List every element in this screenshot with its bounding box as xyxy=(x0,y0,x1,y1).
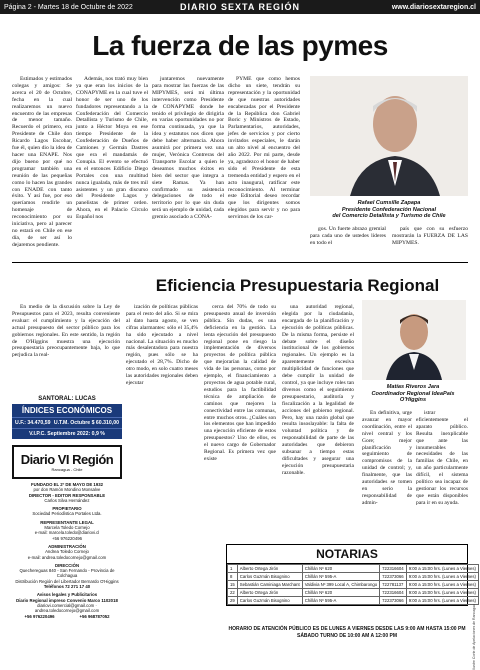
indices-row xyxy=(12,428,122,439)
article1-photo xyxy=(310,76,468,196)
section-divider xyxy=(12,262,468,263)
article2-col2: ización de políticas públicas para el resto del año. Si se mira al dato hasta agosto, se ven cifras alarmantes: sólo el 35,4% ha sido ejecutado a nivel nacional. La situación es mucho más desalentadora para nuestra región, pues sólo se ha ejecutado el 28,7%. Dicho de otro modo, en solo cuatro meses las autoridades regionales deben ejecutar xyxy=(126,304,198,386)
owner-name: Sociedad Periodística Portales Ltda. xyxy=(32,511,102,517)
table-cell: Chillán Nº 620 xyxy=(302,565,379,573)
article1-col1: Estimados y estimados colegas y amigos: Se acerca el 20 de Octubre, fecha en la cual realizaremos un nuevo encuentro de las empresas de menor tamaño. Recuerdo el primero, era Presidente de Chile don Ricardo Lagos Escobar, fue él, quien dio la idea de hacer una ENAPE. Nos dijo bueno por qué no programar también una reunión de las pequeñas como lo hacen las grandes con ENADE con tanto éxito. Y así fue, por eso queríamos rendirle un homenaje de reconocimiento por su iniciativa, pero al parecer no estará en Chile en ese día, de ser así lo dejaremos pendiente. xyxy=(12,76,72,248)
table-cell: Chillán Nº 595-A xyxy=(302,573,379,581)
legal-name: Marcela Toledo Cornejo xyxy=(44,525,90,531)
article1-caption xyxy=(310,200,468,220)
legal-label: REPRESENTANTE LEGAL xyxy=(40,519,94,525)
ads-phones xyxy=(12,614,122,619)
table-cell: 9:00 a 15:00 hrs. (Lunes a Viernes) xyxy=(406,565,478,573)
article1-col5b: país que con su esfuerzo mostrarán la FUERZA DE LAS MIPYMES. xyxy=(392,226,468,246)
index-utm: U.T.M. Octubre $ 60.310,00 xyxy=(53,420,119,426)
table-cell: 722373066 xyxy=(380,573,407,581)
admin-label: ADMINISTRACIÓN xyxy=(48,543,86,549)
caption-name: Rafael Cumsille Zapapa xyxy=(357,200,421,206)
notarias-table xyxy=(227,564,479,605)
ads-email[interactable]: diariovi.comercial@gmail.com · andrea.toledocornejo@gmail.com xyxy=(34,602,100,614)
newspaper-logo xyxy=(12,445,122,479)
table-cell: 722316604 xyxy=(380,565,407,573)
founded-line: FUNDADO EL 2º DE MAYO DE 1932 xyxy=(30,482,103,487)
ads-contact: Diario Regional impreso Convenio Marco 1102018 xyxy=(16,597,118,603)
table-cell: Chillán Nº 620 xyxy=(302,589,379,597)
table-cell: 15 xyxy=(228,581,238,589)
article2-col5: En definitiva, urge avanzar en mayor coordinación, entre el nivel central y los Gore; mejor planificación y seguimiento de compromisos de la unidad de control; y, finalmente, que las autoridades se tomen en serio la responsabilidad de admin- xyxy=(362,410,412,506)
page-info: Página 2 - Martes 18 de Octubre de 2022 xyxy=(4,3,133,11)
portrait-matias-riveros xyxy=(362,300,466,380)
santoral: SANTORAL: LUCAS xyxy=(38,396,96,402)
notarias-box xyxy=(226,544,476,606)
founder-line: por don Ramón Mondino Monsalve xyxy=(33,487,101,493)
table-cell: 22 xyxy=(228,589,238,597)
sidebar xyxy=(12,396,122,619)
credit-line: Ilustre Corte de Apelaciones de Rancagua xyxy=(472,604,476,670)
hours-note: HORARIO DE ATENCIÓN PÚBLICO ES DE LUNES A VIERNES DESDE LAS 9:00 AM HASTA 15:00 PM xyxy=(228,626,466,632)
table-cell: 8 xyxy=(228,573,238,581)
article1-col4: PYME que como hemos dicho un siete, tendrán su representación y la oportunidad de que nuestras autoridades encabezadas por el Presidente de la República don Gabriel Boric y Ministros de Estado, Parlamentarios, autoridades, jefes de servicios y por cierto invitados especiales, le darán un alto nivel al encuentro del año 2022. Por mi parte, desde ya, agradezco el honor de haber sido el Presidente de esta tremenda entidad y espero en el acto inaugural, ratificar este reconocimiento. Al terminar este Editorial deseo recordar que los dirigentes somos elegidos para servir y no para servirnos de los car- xyxy=(228,76,300,221)
table-cell: 722781137 xyxy=(380,581,407,589)
caption-name: Matías Riveros Jara xyxy=(386,384,440,390)
page-header xyxy=(0,0,480,14)
article2-col4: una autoridad regional, elegida por la ciudadanía, encargada de la planificación y ejecución de políticas públicas. De la misma forma, persiste el debate sobre el diseño institucional de los gobiernos regionales. Un ejemplo es la aparentemente excesiva multiplicidad de funciones que debe cumplir la unidad de control, ya que incluye roles tan diversos como el seguimiento presupuestario, auditoría y fiscalización a la legalidad de acciones del gobierno regional. Pero, hay una razón global que resulta insoslayable: la falta de voluntad política y de responsabilidad de parte de las autoridades que debieron subsanar a tiempo estas dificultades y asegurar una ejecución presupuestaria razonable. xyxy=(282,304,354,476)
indices-title: ÍNDICES ECONÓMICOS xyxy=(12,404,122,417)
ads-phone: +56 968787052 xyxy=(79,613,110,619)
notarias-title: NOTARIAS xyxy=(227,545,467,564)
index-uf: U.F.: 34.470,59 xyxy=(15,420,51,426)
owner-label: PROPIETARIO xyxy=(52,506,82,512)
table-cell: 722373066 xyxy=(380,597,407,605)
distribution-line: Distribución Región del Libertador Bernardo O'Higgins xyxy=(15,578,119,584)
admin-name: Andrea Toledo Cornejo xyxy=(45,549,89,555)
portrait-rafael-cumsille xyxy=(310,76,468,196)
ads-label: Avisos legales y Publicitarios xyxy=(36,592,98,598)
article2-col1: En medio de la discusión sobre la Ley de Presupuestos para el 2023, resulta conveniente evaluar: el cumplimiento y la ejecución del actual presupuesto del sector público para los gobiernos regionales. En este sentido, la región de O'Higgins muestra una ejecución presupuestaria preocupantemente baja, lo que perjudica la real- xyxy=(12,304,120,359)
table-cell: 9:00 a 15:00 hrs. (Lunes a Viernes) xyxy=(406,589,478,597)
table-cell: Carlos Guzmán Bisognino xyxy=(237,573,302,581)
article2-headline: Eficiencia Presupuestaria Regional xyxy=(155,276,440,295)
article2-caption xyxy=(358,384,468,404)
notarias-notes xyxy=(226,626,468,640)
table-cell: Sebastián Caminiaga Marchant xyxy=(237,581,302,589)
table-cell: Alberto Ortega Jirón xyxy=(237,565,302,573)
caption-role: del Comercio Detallista y Turismo de Chile xyxy=(332,213,446,220)
director-label: DIRECTOR - EDITOR RESPONSABLE xyxy=(28,492,106,498)
imprint xyxy=(12,482,122,619)
logo-subtitle: Rancagua - Chile xyxy=(51,467,83,472)
table-row xyxy=(228,565,479,573)
admin-email[interactable]: e-mail: andrea.toledocornejo@gmail.com xyxy=(27,554,107,560)
table-cell: Chillán Nº 595-A xyxy=(302,597,379,605)
table-cell: Carlos Guzmán Bisognino xyxy=(237,597,302,605)
article1-col5a: gos. Un fuerte abrazo gremial para cada uno de ustedes líderes en todo el xyxy=(310,226,386,246)
caption-role: Presidente Confederación Nacional xyxy=(341,206,437,213)
address-line: Quechereguas 840 - San Fernando - Provincia de Colchagua xyxy=(19,568,115,579)
table-cell: Alberto Ortega Jirón xyxy=(237,589,302,597)
table-cell: 9:00 a 15:00 hrs. (Lunes a Viernes) xyxy=(406,573,478,581)
table-row xyxy=(228,597,479,605)
table-row xyxy=(228,573,479,581)
article2-col6: istrar eficientemente el aparato público. Resulta inexplicable que ante las innumerables necesidades de las familias de Chile, en un año particularmente difícil, el sistema político sea incapaz de gestionar los recursos que están disponibles para ir en su ayuda. xyxy=(416,410,468,506)
address-label: DIRECCIÓN xyxy=(54,562,80,568)
article2-photo xyxy=(362,300,466,380)
table-cell: Valdivia Nº 399 Local A, Chimbarongo xyxy=(302,581,379,589)
table-cell: 722316604 xyxy=(380,589,407,597)
table-row xyxy=(228,581,479,589)
table-row xyxy=(228,589,479,597)
article1-headline: La fuerza de las pymes xyxy=(92,30,388,61)
table-cell: 9:00 a 15:00 hrs. (Lunes a Viernes) xyxy=(406,597,478,605)
article1-col2: Además, nos trató muy bien ya que eran los inicios de la CONAPYME en la cual tuve el honor de ser uno de los fundadores representando a la Confederación del Comercio Detallista y Turismo de Chile, junto a Héctor Moya en ese tiempo Presidente de la Confederación de Dueños de Camiones y Germán Dastres que era el mandamás de Conupia. El evento se efectuó en el entonces Edificio Diego Portales con una multitud nunca igualada, más de tres mil asistentes y un gran discurso del Presidente Lagos y panelistas de primer orden. Ahora, en el Palacio Círculo Español nos xyxy=(76,76,148,221)
legal-phone: +56 976220496 xyxy=(52,535,82,541)
ads-phone: +56 976220496 xyxy=(24,613,55,619)
indices-row xyxy=(12,417,122,428)
phone-line: Teléfonos 72 271 17 40 xyxy=(43,584,91,590)
article2-col3: cerca del 70% de todo su presupuesto anual de inversión pública. Sin dudas, es una deficiencia en la gestión. La lenta ejecución del presupuesto regional pone en riesgo la implementación de diversos proyectos de política pública que mejorarían la calidad de vida de las personas, como por ejemplo, el financiamiento a proyectos de agua potable rural, estudios para la factibilidad técnica de ampliación de caminos que mejoren la conectividad entre las comunas, entre muchos otros. ¿Cuáles son los elementos que han impedido una ejecución eficiente de estos presupuestos? Uno de ellos, es el nuevo cargo de Gobernador Regional. Es primera vez que existe xyxy=(204,304,276,462)
logo-text: Diario VI Región xyxy=(20,452,114,467)
table-cell: 29 xyxy=(228,597,238,605)
table-cell: 1 xyxy=(228,565,238,573)
caption-role: Coordinador Regional IdeaPaís O'Higgins xyxy=(371,390,455,404)
director-name: Carlos Silva Hernández xyxy=(44,497,90,503)
index-vipc: V.I.P.C. Septiembre 2022: 0,9 % xyxy=(29,431,105,437)
masthead: DIARIO SEXTA REGIÓN xyxy=(179,2,300,12)
legal-email[interactable]: e-mail: marcela.toledo@diariovi.cl xyxy=(34,530,100,536)
saturday-note: SÁBADO TURNO DE 10:00 AM A 12:00 PM xyxy=(296,633,398,639)
article1-col3: juntaremos nuevamente para mostrar las fuerzas de las MIPYMES, será mi última intervención como Presidente de CONAPYME donde he tenido el privilegio de dirigirla en varias oportunidades no por forma continuada, ya que la idea y estatutos nos dicen que debe haber alternancia. Ahora asumirá por primera vez una mujer, Verónica Contreras del Transporte Escolar a quien le deseamos muchos éxitos en bien del sector que integra a siete Ramas. Ya han confirmado su asistencia delegaciones de todo el territorio por lo que sin duda será un ejemplo de unidad, cada gremio asociado a CONA- xyxy=(152,76,224,221)
website[interactable]: www.diariosextaregion.cl xyxy=(391,3,476,11)
table-cell: 9:00 a 15:00 hrs. (Lunes a Viernes) xyxy=(406,581,478,589)
